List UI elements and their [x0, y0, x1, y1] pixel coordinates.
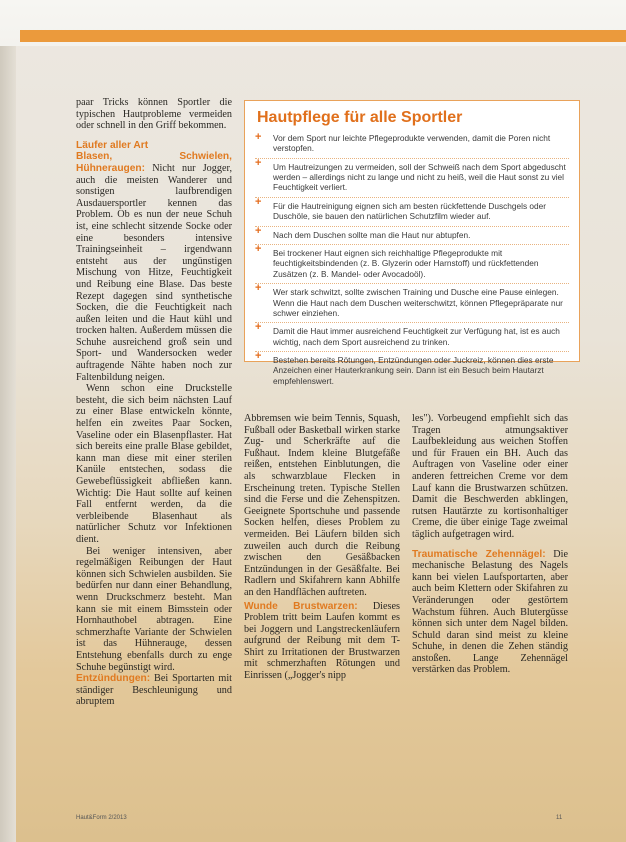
orange-header-rule	[20, 30, 626, 42]
plus-icon: +	[255, 224, 262, 237]
paragraph: Wenn schon eine Druckstelle besteht, die sich beim nächsten Lauf zu einer Blase entwickeln könnte, helfen ein zweites Paar Socken, Vaseline oder ein Blasenpflaster. Hat sich bereits eine pralle Blase gebildet, kann man diese mit einer sterilen Kanüle entstechen, sodass die Gewebeflüssigkeit abfließen kann. Wichtig: Die Haut sollte auf keinen Fall entfernt werden, da die verbleibende Blasenhaut als natürlicher Schutz vor Infektionen dient.	[76, 383, 232, 545]
list-item-text: Wer stark schwitzt, sollte zwischen Training und Dusche eine Pause einlegen. Wenn die Haut nach dem Duschen weiterschwitzt, können Pflegepräparate nur schwer einziehen.	[273, 287, 563, 318]
paragraph-text: Bei Sportarten mit ständiger Beschleunigung und abruptem	[76, 673, 233, 708]
plus-icon: +	[255, 195, 262, 208]
paragraph: les"). Vorbeugend empfiehlt sich das Tragen atmungsaktiver Laufbekleidung aus weichen Stoffen und für Frauen ein BH. Auch das Auftragen von Vaseline oder einer anderen fettreichen Creme vor dem Lauf kann die Brustwarzen schützen. Damit die Beschwerden abklingen, rutsen Hautärzte zu kortisonhaltiger Creme, die über einige Tage zweimal täglich aufgetragen wird.	[412, 413, 568, 540]
paragraph-lead: Blasen, Schwielen, Hühneraugen:	[76, 151, 232, 174]
plus-icon: +	[255, 243, 262, 256]
column-1	[76, 97, 232, 708]
paragraph	[412, 549, 568, 677]
list-item-text: Vor dem Sport nur leichte Pflegeprodukte verwenden, damit die Poren nicht verstopfen.	[273, 133, 551, 154]
box-title: Hautpflege für alle Sportler	[257, 109, 463, 126]
list-item	[255, 158, 569, 193]
list-item	[255, 351, 569, 386]
list-item	[255, 283, 569, 318]
paragraph	[244, 601, 400, 682]
list-item-text: Damit die Haut immer ausreichend Feuchtigkeit zur Verfügung hat, ist es auch wichtig, nach dem Sport ausreichend zu trinken.	[273, 326, 560, 347]
page-gutter	[0, 46, 16, 842]
plus-icon: +	[255, 350, 262, 363]
plus-icon: +	[255, 321, 262, 334]
paragraph-lead: Traumatische Zehennägel:	[412, 548, 546, 560]
list-item	[255, 133, 569, 154]
list-item	[255, 226, 569, 240]
paragraph	[76, 673, 232, 708]
paragraph-text: Die mechanische Belastung des Nagels kann bei vielen Laufsportarten, aber auch beim Klettern oder Skifahren zu Veränderungen oder gestörtem Wachstum führen. Auch Blutergüsse können sich unter dem Nagel bilden. Schuld daran sind meist zu kleine Schuhe, in denen die Zehen ständig anstoßen. Lange Zehennägel verstärken das Problem.	[412, 548, 568, 676]
plus-icon: +	[255, 282, 262, 295]
page-number: 11	[556, 815, 563, 821]
intro-text: paar Tricks können Sportler die typischen Hautprobleme vermeiden oder schnell in den Griff bekommen.	[76, 97, 232, 132]
paragraph-lead: Entzündungen:	[76, 673, 151, 685]
paragraph	[76, 151, 232, 383]
paragraph: Abbremsen wie beim Tennis, Squash, Fußball oder Basketball wirken starke Zug- und Scherkräfte auf die Fußhaut. Indem kleine Blutgefäße reißen, entstehen Einblutungen, die als schwarzblaue Flecken in Erscheinung treten. Typische Stellen sind die Ferse und die Zehenspitzen. Geeignete Sportschuhe und passende Socken helfen, dieses Problem zu vermeiden. Bei Läufern bilden sich zuweilen auch durch die Reibung zwischen den Gesäßbacken Entzündungen in der Gesäßfalte. Bei Radlern und Skifahrern kann Abhilfe an den Handflächen auftreten.	[244, 413, 400, 598]
plus-icon: +	[255, 131, 262, 143]
list-item-text: Für die Hautreinigung eignen sich am besten rückfettende Duschgels oder Duschöle, sie bauen den natürlichen Schutzfilm wieder auf.	[273, 200, 547, 222]
plus-icon: +	[255, 156, 262, 169]
tips-list	[255, 133, 569, 390]
list-item	[255, 244, 569, 279]
footer-publication: Haut&Form 2/2013	[76, 815, 127, 821]
paragraph: Bei weniger intensiven, aber regelmäßigen Reibungen der Haut können sich Schwielen ausbilden. Sie bedürfen nur dann einer Behandlung, wenn Druckschmerz besteht. Man kann sie mit einem Bimsstein oder Hornhauthobel abtragen. Eine schmerzhafte Variante der Schwielen ist das Hühnerauge, dessen Entstehung ebenfalls durch zu enge Schuhe begünstigt wird.	[76, 545, 232, 673]
list-item-text: Um Hautreizungen zu vermeiden, soll der Schweiß nach dem Sport abgeduscht werden – allerdings nicht zu lange und nicht zu heiß, weil die Haut sonst zu viel Feuchtigkeit verliert.	[273, 161, 566, 193]
paragraph-text: Dieses Problem tritt beim Laufen kommt es bei Joggern und Langstreckenläufern aufgrund der Reibung mit dem T-Shirt zu Irritationen der Brustwarzen mit schmerzhaften Rötungen und Einrissen („Jogger's nipp	[244, 600, 400, 682]
column-3	[412, 413, 568, 676]
list-item-text: Bestehen bereits Rötungen, Entzündungen oder Juckreiz, können dies erste Anzeichen einer Hauterkrankung sein. Dann ist ein Besuch beim Hautarzt empfehlenswert.	[273, 355, 554, 386]
list-item-text: Bei trockener Haut eignen sich reichhaltige Pflegeprodukte mit feuchtigkeitsbindenden (z. B. Glyzerin oder Harnstoff) und rückfettenden Zusätzen (z. B. Mandel- oder Avocadoöl).	[273, 248, 539, 279]
column-2	[244, 413, 400, 682]
list-item	[255, 197, 569, 222]
paragraph-text: Nicht nur Jogger, auch die meisten Wanderer und sonstigen laufbrendigen Ausdauersportler kennen das Problem. Ob es nun der neue Schuh ist, eine schlecht sitzende Socke oder eine besonders intensive Trainingseinheit – irgendwann entsteht aus der ungünstigen Mischung von Hitze, Feuchtigkeit und Reibung eine Blase. Das beste Rezept dagegen sind synthetische Socken, die die Feuchtigkeit nach außen leiten und die Haut kühl und trocken halten. Außerdem müssen die Schuhe ausreichend groß sein und Sport- und Wandersocken weder auftragende Nähte haben noch zur Faltenbildung neigen.	[76, 162, 232, 383]
list-item-text: Nach dem Duschen sollte man die Haut nur abtupfen.	[273, 229, 471, 240]
list-item	[255, 322, 569, 347]
info-box	[244, 100, 580, 386]
section-heading: Läufer aller Art	[76, 139, 149, 151]
paragraph-lead: Wunde Brustwarzen:	[244, 600, 358, 612]
